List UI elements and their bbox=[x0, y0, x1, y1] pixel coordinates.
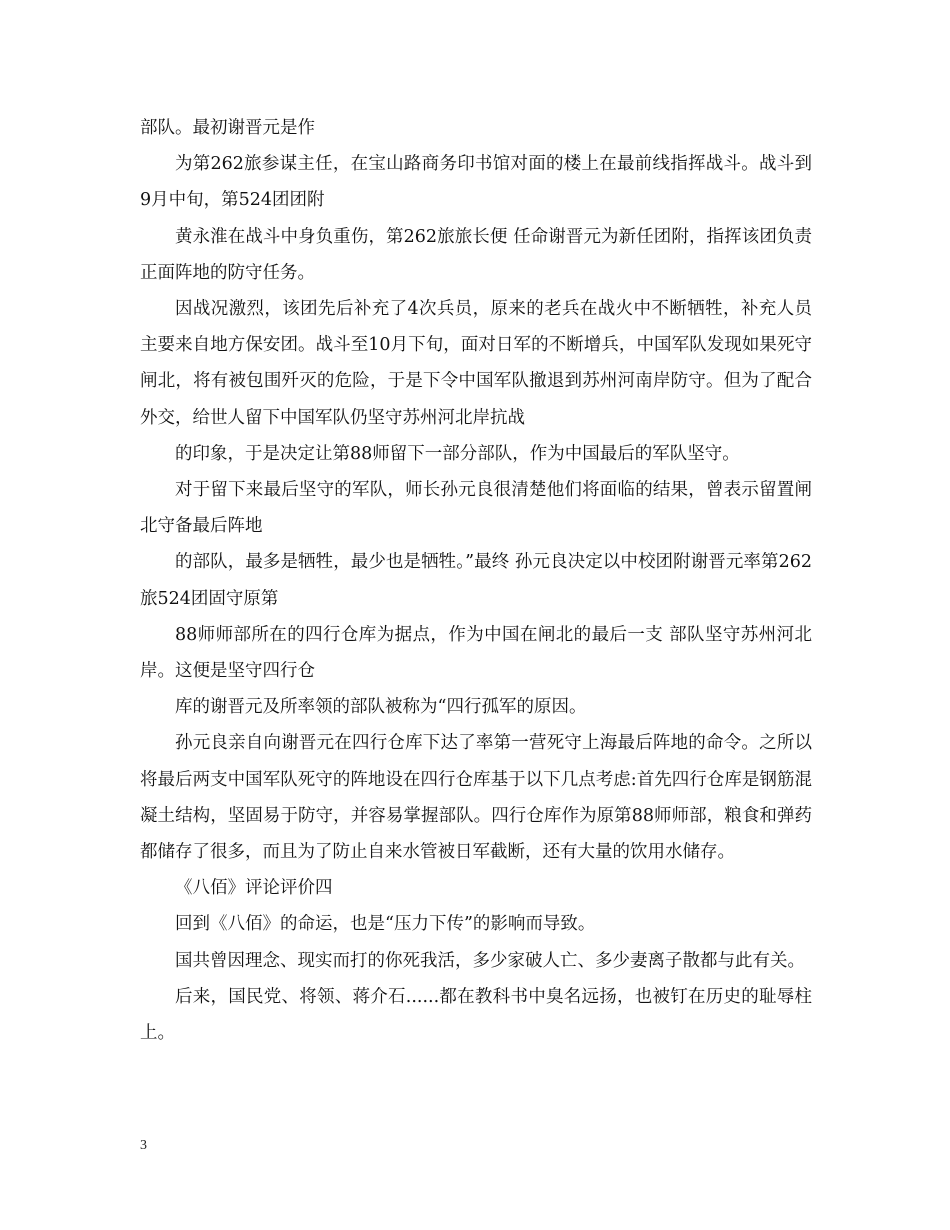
body-text bbox=[140, 110, 812, 1051]
paragraph-14: 后来，国民党、将领、蒋介石......都在教科书中臭名远扬，也被钉在历史的耻辱柱上。 bbox=[140, 986, 812, 1044]
page-number: 3 bbox=[140, 1138, 147, 1153]
paragraph-8: 88师师部所在的四行仓库为据点，作为中国在闸北的最后一支 部队坚守苏州河北岸。这便是坚守四行仓 bbox=[140, 624, 812, 682]
paragraph-13: 国共曾因理念、现实而打的你死我活，多少家破人亡、多少妻离子散都与此有关。 bbox=[175, 950, 805, 971]
section-heading: 《八佰》评论评价四 bbox=[175, 878, 333, 899]
paragraph-5: 的印象，于是决定让第88师留下一部分部队，作为中国最后的军队坚守。 bbox=[175, 443, 740, 464]
paragraph-2: 为第262旅参谋主任，在宝山路商务印书馆对面的楼上在最前线指挥战斗。战斗到9月中旬，第524团团附 bbox=[140, 154, 812, 211]
paragraph-7: 的部队，最多是牺牲，最少也是牺牲。”最终 孙元良决定以中校团附谢晋元率第262旅524团固守原第 bbox=[140, 552, 812, 609]
paragraph-4: 因战况激烈，该团先后补充了4次兵员，原来的老兵在战火中不断牺牲，补充人员主要来自地方保安团。战斗至10月下旬，面对日军的不断增兵，中国军队发现如果死守闸北，将有被包围歼灭的危险，于是下令中国军队撤退到苏州河南岸防守。但为了配合外交，给世人留下中国军队仍坚守苏州河北岸抗战 bbox=[140, 299, 812, 428]
paragraph-10: 孙元良亲自向谢晋元在四行仓库下达了率第一营死守上海最后阵地的命令。之所以将最后两支中国军队死守的阵地设在四行仓库基于以下几点考虑:首先四行仓库是钢筋混凝土结构，坚固易于防守，并容易掌握部队。四行仓库作为原第88师师部，粮食和弹药都储存了很多，而且为了防止自来水管被日军截断，还有大量的饮用水储存。 bbox=[140, 733, 812, 863]
paragraph-3: 黄永淮在战斗中身负重伤，第262旅旅长便 任命谢晋元为新任团附，指挥该团负责正面阵地的防守任务。 bbox=[140, 226, 812, 283]
paragraph-12: 回到《八佰》的命运，也是“压力下传”的影响而导致。 bbox=[175, 914, 596, 935]
paragraph-9: 库的谢晋元及所率领的部队被称为“四行孤军的原因。 bbox=[175, 697, 587, 718]
paragraph-6: 对于留下来最后坚守的军队，师长孙元良很清楚他们将面临的结果，曾表示留置闸北守备最后阵地 bbox=[140, 480, 812, 537]
paragraph-1: 部队。最初谢晋元是作 bbox=[140, 118, 315, 138]
